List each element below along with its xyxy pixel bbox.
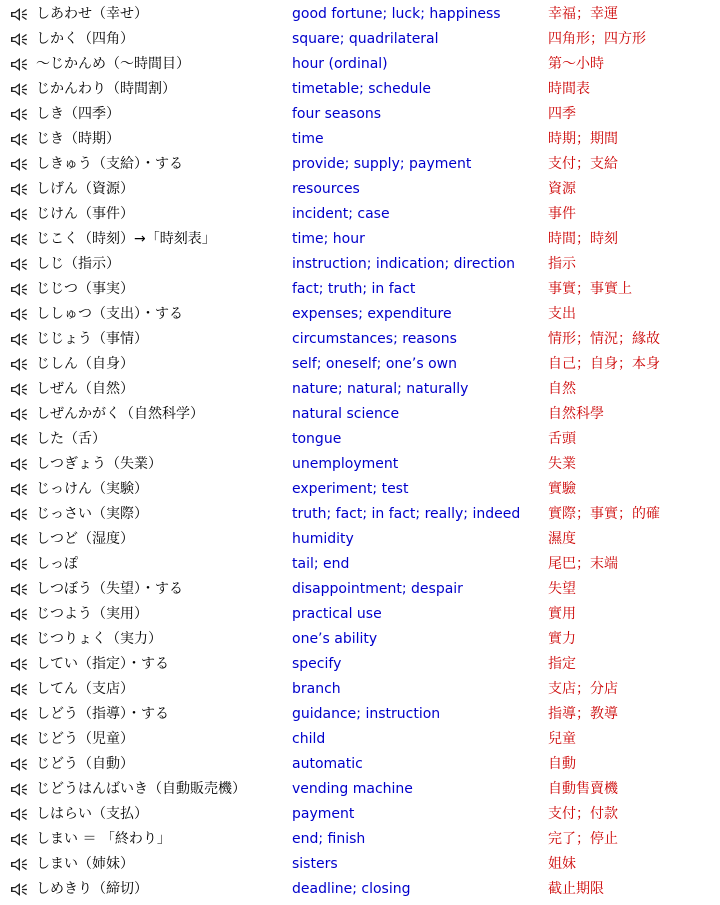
vocab-row — [0, 552, 720, 577]
speaker-icon[interactable] — [10, 707, 28, 722]
vocab-row — [0, 252, 720, 277]
japanese-word: しめきり（締切） — [36, 881, 148, 897]
speaker-icon[interactable] — [10, 107, 28, 122]
vocab-row — [0, 752, 720, 777]
speaker-icon[interactable] — [10, 132, 28, 147]
chinese-meaning: 實用 — [548, 606, 576, 622]
english-meaning: nature; natural; naturally — [292, 381, 469, 397]
english-meaning: instruction; indication; direction — [292, 256, 516, 272]
japanese-word: しあわせ（幸せ） — [36, 6, 148, 22]
english-meaning: time — [292, 131, 324, 147]
japanese-word: しっぽ — [36, 556, 78, 572]
japanese-word: しぜん（自然） — [36, 381, 134, 397]
speaker-icon[interactable] — [10, 232, 28, 247]
japanese-word: した（舌） — [36, 431, 106, 447]
vocab-row — [0, 427, 720, 452]
speaker-icon[interactable] — [10, 257, 28, 272]
english-meaning: vending machine — [292, 781, 413, 797]
speaker-icon[interactable] — [10, 457, 28, 472]
vocab-row — [0, 2, 720, 27]
english-meaning: incident; case — [292, 206, 390, 222]
vocab-row — [0, 827, 720, 852]
japanese-word: じじつ（事実） — [36, 281, 134, 297]
japanese-word: じどう（児童） — [36, 731, 134, 747]
english-meaning: resources — [292, 181, 360, 197]
speaker-icon[interactable] — [10, 7, 28, 22]
chinese-meaning: 自然 — [548, 381, 576, 397]
speaker-icon[interactable] — [10, 632, 28, 647]
speaker-icon[interactable] — [10, 782, 28, 797]
vocab-row — [0, 502, 720, 527]
speaker-icon[interactable] — [10, 882, 28, 897]
speaker-icon[interactable] — [10, 532, 28, 547]
chinese-meaning: 實驗 — [548, 481, 576, 497]
japanese-word: じどう（自動） — [36, 756, 134, 772]
chinese-meaning: 實力 — [548, 631, 576, 647]
chinese-meaning: 姐妹 — [548, 856, 576, 872]
english-meaning: practical use — [292, 606, 382, 622]
vocab-row — [0, 877, 720, 902]
english-meaning: tail; end — [292, 556, 350, 572]
english-meaning: four seasons — [292, 106, 382, 122]
japanese-word: しげん（資源） — [36, 181, 134, 197]
english-meaning: timetable; schedule — [292, 81, 431, 97]
vocab-row — [0, 352, 720, 377]
english-meaning: hour (ordinal) — [292, 56, 388, 72]
english-meaning: one’s ability — [292, 631, 378, 647]
chinese-meaning: 指導；教導 — [548, 706, 618, 722]
vocab-row — [0, 777, 720, 802]
japanese-word: しつぎょう（失業） — [36, 456, 162, 472]
chinese-meaning: 支付；支給 — [548, 156, 618, 172]
vocab-row — [0, 677, 720, 702]
speaker-icon[interactable] — [10, 507, 28, 522]
japanese-word: じっさい（実際） — [36, 506, 148, 522]
chinese-meaning: 資源 — [548, 181, 576, 197]
japanese-word: じっけん（実験） — [36, 481, 148, 497]
english-meaning: provide; supply; payment — [292, 156, 472, 172]
english-meaning: humidity — [292, 531, 354, 547]
chinese-meaning: 實際；事實；的確 — [548, 506, 660, 522]
chinese-meaning: 截止期限 — [548, 881, 604, 897]
speaker-icon[interactable] — [10, 382, 28, 397]
chinese-meaning: 時間；時刻 — [548, 231, 618, 247]
chinese-meaning: 四角形；四方形 — [548, 31, 646, 47]
chinese-meaning: 支付；付款 — [548, 806, 618, 822]
speaker-icon[interactable] — [10, 807, 28, 822]
japanese-word: してん（支店） — [36, 681, 134, 697]
japanese-word: じつりょく（実力） — [36, 631, 162, 647]
english-meaning: sisters — [292, 856, 338, 872]
speaker-icon[interactable] — [10, 332, 28, 347]
speaker-icon[interactable] — [10, 82, 28, 97]
japanese-word: しまい（姉妹） — [36, 856, 134, 872]
vocab-row — [0, 702, 720, 727]
speaker-icon[interactable] — [10, 432, 28, 447]
english-meaning: square; quadrilateral — [292, 31, 439, 47]
speaker-icon[interactable] — [10, 757, 28, 772]
speaker-icon[interactable] — [10, 682, 28, 697]
vocab-row — [0, 577, 720, 602]
vocab-row — [0, 102, 720, 127]
speaker-icon[interactable] — [10, 407, 28, 422]
chinese-meaning: 事實；事實上 — [548, 281, 632, 297]
chinese-meaning: 支出 — [548, 306, 576, 322]
english-meaning: child — [292, 731, 326, 747]
english-meaning: guidance; instruction — [292, 706, 441, 722]
speaker-icon[interactable] — [10, 57, 28, 72]
japanese-word: しじ（指示） — [36, 256, 120, 272]
english-meaning: good fortune; luck; happiness — [292, 6, 501, 22]
japanese-word: じじょう（事情） — [36, 331, 148, 347]
english-meaning: expenses; expenditure — [292, 306, 452, 322]
chinese-meaning: 幸福；幸運 — [548, 6, 618, 22]
chinese-meaning: 四季 — [548, 106, 576, 122]
speaker-icon[interactable] — [10, 182, 28, 197]
vocab-row — [0, 177, 720, 202]
speaker-icon[interactable] — [10, 282, 28, 297]
vocab-row — [0, 802, 720, 827]
chinese-meaning: 情形；情況；緣故 — [548, 331, 660, 347]
japanese-word: しはらい（支払） — [36, 806, 148, 822]
speaker-icon[interactable] — [10, 307, 28, 322]
japanese-word: しつぼう（失望）・する — [36, 581, 183, 597]
japanese-word: じつよう（実用） — [36, 606, 148, 622]
english-meaning: end; finish — [292, 831, 366, 847]
english-meaning: specify — [292, 656, 342, 672]
chinese-meaning: 指定 — [548, 656, 576, 672]
chinese-meaning: 時期；期間 — [548, 131, 618, 147]
speaker-icon[interactable] — [10, 357, 28, 372]
japanese-word: してい（指定）・する — [36, 656, 169, 672]
chinese-meaning: 自己；自身；本身 — [548, 356, 660, 372]
vocab-row — [0, 652, 720, 677]
speaker-icon[interactable] — [10, 607, 28, 622]
vocab-row — [0, 477, 720, 502]
english-meaning: disappointment; despair — [292, 581, 463, 597]
speaker-icon[interactable] — [10, 832, 28, 847]
vocab-row — [0, 227, 720, 252]
chinese-meaning: 自動 — [548, 756, 576, 772]
japanese-word: じこく（時刻）→「時刻表」 — [36, 231, 216, 247]
english-meaning: truth; fact; in fact; really; indeed — [292, 506, 521, 522]
speaker-icon[interactable] — [10, 657, 28, 672]
japanese-word: しき（四季） — [36, 106, 120, 122]
japanese-word: しまい ＝ 「終わり」 — [36, 831, 171, 847]
chinese-meaning: 第～小時 — [548, 56, 604, 72]
english-meaning: deadline; closing — [292, 881, 411, 897]
english-meaning: payment — [292, 806, 355, 822]
chinese-meaning: 失業 — [548, 456, 576, 472]
japanese-word: じどうはんばいき（自動販売機） — [36, 781, 246, 797]
english-meaning: fact; truth; in fact — [292, 281, 416, 297]
vocab-row — [0, 402, 720, 427]
english-meaning: experiment; test — [292, 481, 409, 497]
japanese-word: じかんわり（時間割） — [36, 81, 176, 97]
speaker-icon[interactable] — [10, 32, 28, 47]
vocab-row — [0, 152, 720, 177]
vocab-row — [0, 27, 720, 52]
chinese-meaning: 失望 — [548, 581, 576, 597]
chinese-meaning: 指示 — [548, 256, 576, 272]
speaker-icon[interactable] — [10, 857, 28, 872]
speaker-icon[interactable] — [10, 732, 28, 747]
japanese-word: しきゅう（支給）・する — [36, 156, 183, 172]
vocab-row — [0, 852, 720, 877]
chinese-meaning: 濕度 — [548, 531, 576, 547]
japanese-word: しどう（指導）・する — [36, 706, 169, 722]
japanese-word: じけん（事件） — [36, 206, 134, 222]
english-meaning: automatic — [292, 756, 363, 772]
english-meaning: branch — [292, 681, 341, 697]
vocab-row — [0, 302, 720, 327]
chinese-meaning: 兒童 — [548, 731, 576, 747]
chinese-meaning: 自動售賣機 — [548, 781, 618, 797]
vocab-row — [0, 77, 720, 102]
chinese-meaning: 時間表 — [548, 81, 590, 97]
speaker-icon[interactable] — [10, 582, 28, 597]
japanese-word: しぜんかがく（自然科学） — [36, 406, 204, 422]
chinese-meaning: 尾巴；末端 — [548, 556, 618, 572]
english-meaning: tongue — [292, 431, 342, 447]
vocab-row — [0, 327, 720, 352]
english-meaning: time; hour — [292, 231, 365, 247]
speaker-icon[interactable] — [10, 557, 28, 572]
vocab-row — [0, 52, 720, 77]
vocab-row — [0, 627, 720, 652]
speaker-icon[interactable] — [10, 207, 28, 222]
vocab-row — [0, 377, 720, 402]
japanese-word: ししゅつ（支出）・する — [36, 306, 183, 322]
japanese-word: じき（時期） — [36, 131, 120, 147]
chinese-meaning: 完了；停止 — [548, 831, 618, 847]
vocab-row — [0, 727, 720, 752]
vocab-row — [0, 527, 720, 552]
vocab-row — [0, 602, 720, 627]
speaker-icon[interactable] — [10, 157, 28, 172]
speaker-icon[interactable] — [10, 482, 28, 497]
vocab-row — [0, 277, 720, 302]
chinese-meaning: 舌頭 — [548, 431, 576, 447]
japanese-word: ～じかんめ（～時間目） — [36, 56, 190, 72]
english-meaning: self; oneself; one’s own — [292, 356, 457, 372]
japanese-word: しかく（四角） — [36, 31, 134, 47]
vocab-row — [0, 202, 720, 227]
chinese-meaning: 自然科學 — [548, 406, 604, 422]
japanese-word: じしん（自身） — [36, 356, 134, 372]
vocab-row — [0, 127, 720, 152]
english-meaning: unemployment — [292, 456, 399, 472]
vocab-row — [0, 452, 720, 477]
chinese-meaning: 支店；分店 — [548, 681, 618, 697]
japanese-word: しつど（湿度） — [36, 531, 134, 547]
english-meaning: natural science — [292, 406, 400, 422]
english-meaning: circumstances; reasons — [292, 331, 457, 347]
chinese-meaning: 事件 — [548, 206, 576, 222]
